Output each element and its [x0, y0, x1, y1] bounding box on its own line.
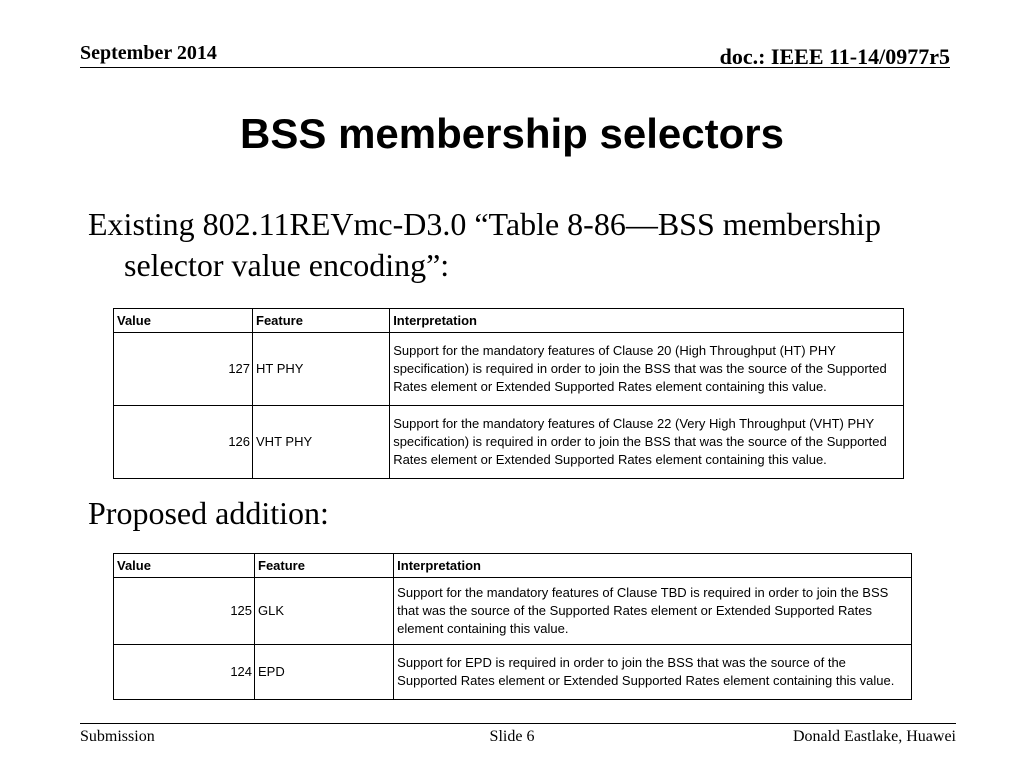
cell-value: 124 — [114, 645, 255, 700]
footer-slide-number: Slide 6 — [489, 728, 535, 745]
column-header-feature: Feature — [253, 309, 390, 333]
column-header-value: Value — [114, 309, 253, 333]
table-header-row — [114, 309, 904, 333]
cell-feature: HT PHY — [253, 333, 390, 406]
column-header-interpretation: Interpretation — [390, 309, 904, 333]
table-row — [114, 333, 904, 406]
footer-divider — [80, 723, 956, 724]
cell-interpretation: Support for the mandatory features of Clause 22 (Very High Throughput (VHT) PHY specification) is required in order to join the BSS that was the source of the Supported Rates element or Extended Supported Rates element containing this value. — [390, 406, 904, 479]
cell-value: 125 — [114, 578, 255, 645]
table-header-row — [114, 554, 912, 578]
cell-feature: VHT PHY — [253, 406, 390, 479]
table-row — [114, 645, 912, 700]
proposed-selector-table — [113, 553, 912, 700]
existing-selector-table — [113, 308, 904, 479]
header-date: September 2014 — [80, 42, 217, 64]
column-header-value: Value — [114, 554, 255, 578]
cell-value: 127 — [114, 333, 253, 406]
cell-value: 126 — [114, 406, 253, 479]
intro-paragraph — [88, 204, 948, 286]
cell-interpretation: Support for EPD is required in order to join the BSS that was the source of the Supported Rates element or Extended Supported Rates element containing this value. — [394, 645, 912, 700]
intro-line-2: selector value encoding”: — [124, 247, 450, 283]
slide-title: BSS membership selectors — [240, 110, 784, 157]
column-header-interpretation: Interpretation — [394, 554, 912, 578]
cell-feature: EPD — [255, 645, 394, 700]
header-divider — [80, 67, 950, 68]
table-row — [114, 578, 912, 645]
header-doc-id: doc.: IEEE 11-14/0977r5 — [719, 44, 950, 69]
table-row — [114, 406, 904, 479]
column-header-feature: Feature — [255, 554, 394, 578]
cell-feature: GLK — [255, 578, 394, 645]
proposed-label: Proposed addition: — [88, 495, 329, 531]
footer-submission: Submission — [80, 728, 155, 745]
cell-interpretation: Support for the mandatory features of Clause 20 (High Throughput (HT) PHY specification) is required in order to join the BSS that was the source of the Supported Rates element or Extended Supported Rates element containing this value. — [390, 333, 904, 406]
footer-author: Donald Eastlake, Huawei — [792, 728, 956, 745]
intro-line-1: Existing 802.11REVmc-D3.0 “Table 8-86—BSS membership — [88, 206, 881, 242]
cell-interpretation: Support for the mandatory features of Clause TBD is required in order to join the BSS that was the source of the Supported Rates element or Extended Supported Rates element containing this value. — [394, 578, 912, 645]
